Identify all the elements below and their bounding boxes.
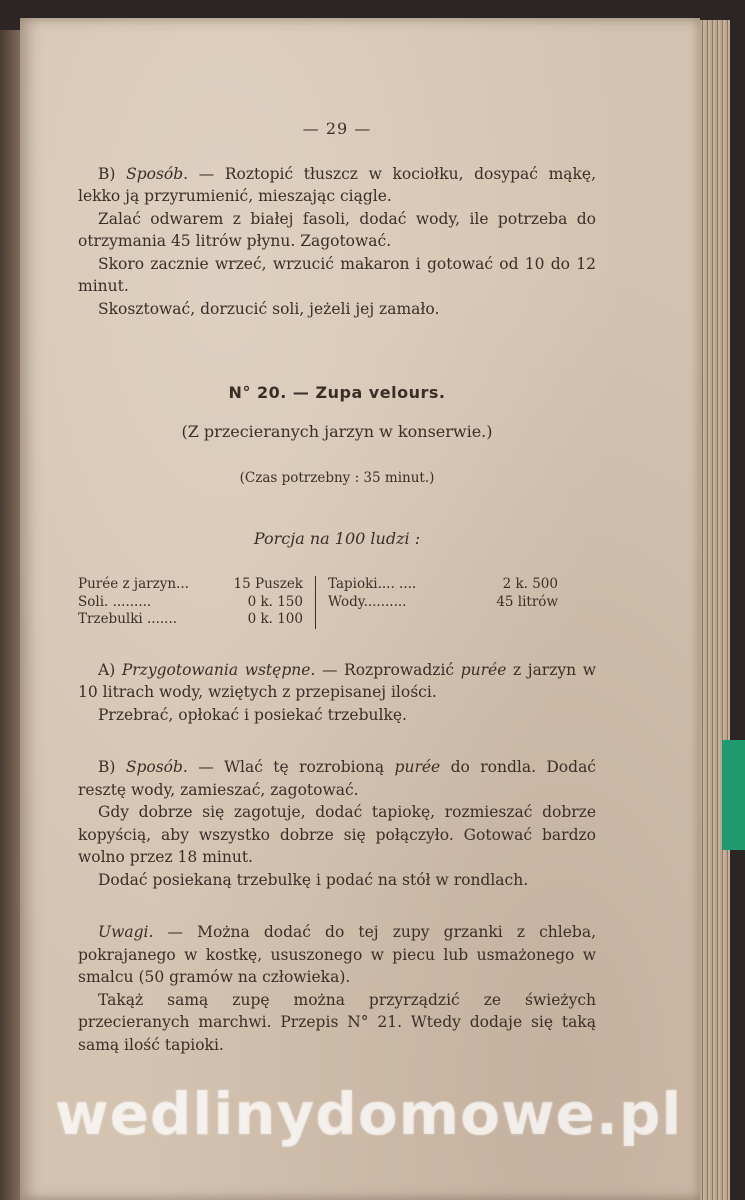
ingredient-qty: 15 Puszek bbox=[233, 576, 303, 592]
paragraph-text: — Wlać tę rozrobioną bbox=[187, 758, 395, 776]
ingredient-name: Soli. ......... bbox=[78, 593, 152, 610]
paragraph: Zalać odwarem z białej fasoli, dodać wody, ile potrzeba do otrzymania 45 litrów płynu. Zagotować. bbox=[78, 209, 596, 250]
paragraph-text-italic: purée bbox=[460, 660, 507, 679]
paragraph: Skoro zacznie wrzeć, wrzucić makaron i gotować od 10 do 12 minut. bbox=[78, 254, 596, 295]
recipe-title: N° 20. — Zupa velours. bbox=[228, 383, 446, 402]
section-label-italic: Sposób. bbox=[125, 758, 188, 776]
recipe-portion: Porcja na 100 ludzi : bbox=[253, 528, 421, 548]
ingredient-qty: 45 litrów bbox=[496, 593, 558, 610]
ingredient-row bbox=[78, 611, 303, 629]
paragraph: Takąż samą zupę można przyrządzić ze świeżych przecieranych marchwi. Przepis N° 21. Wtedy dodaje się taką samą ilość tapioki. bbox=[78, 990, 596, 1054]
paragraph: Przebrać, opłokać i posiekać trzebulkę. bbox=[98, 705, 407, 724]
ingredients-table bbox=[78, 576, 596, 629]
paragraph-text: z jarzyn w 10 litrach wody, wziętych z przepisanej ilości. bbox=[78, 660, 596, 701]
section-label-italic: Sposób. bbox=[126, 164, 189, 183]
section-a bbox=[78, 659, 596, 727]
paragraph-text: — Roztopić tłuszcz w kociołku, dosypać mąkę, lekko ją przyrumienić, mieszając ciągle. bbox=[78, 164, 596, 205]
section-b-top bbox=[78, 163, 596, 321]
ingredient-name: Tapioki.... .... bbox=[328, 576, 417, 592]
section-label-italic: Przygotowania wstępne. bbox=[121, 660, 316, 679]
paragraph bbox=[78, 163, 596, 208]
ingredient-row bbox=[78, 594, 303, 612]
ingredient-qty: 2 k. 500 bbox=[502, 576, 558, 592]
section-label: B) bbox=[98, 164, 127, 183]
page-content bbox=[78, 118, 596, 1056]
paragraph-text: do rondla. Dodać resztę wody, zamieszać, zagotować. bbox=[78, 758, 596, 799]
ingredient-name: Wody.......... bbox=[328, 593, 407, 610]
paragraph-text-italic: purée bbox=[394, 758, 441, 776]
section-label: A) bbox=[98, 660, 122, 679]
bookmark-ribbon bbox=[722, 740, 745, 850]
paragraph bbox=[78, 756, 596, 801]
recipe-time: (Czas potrzebny : 35 minut.) bbox=[239, 470, 435, 486]
paragraph-text: — Rozprowadzić bbox=[315, 660, 461, 679]
paragraph: Dodać posiekaną trzebulkę i podać na stół w rondlach. bbox=[98, 870, 529, 889]
book-page bbox=[20, 18, 700, 1200]
ingredient-qty: 0 k. 100 bbox=[247, 611, 303, 627]
ingredient-qty: 0 k. 150 bbox=[247, 593, 303, 610]
ingredient-row bbox=[328, 594, 558, 612]
ingredient-row bbox=[78, 576, 303, 594]
page-number: — 29 — bbox=[302, 119, 372, 138]
ingredients-left-column bbox=[78, 576, 316, 629]
watermark: wedlinydomowe.pl bbox=[55, 1080, 683, 1148]
notes-section bbox=[78, 921, 596, 1056]
paragraph bbox=[78, 921, 596, 989]
recipe-subtitle: (Z przecieranych jarzyn w konserwie.) bbox=[181, 421, 493, 441]
paragraph: Gdy dobrze się zagotuje, dodać tapiokę, rozmieszać dobrze kopyścią, aby wszystko dobrze się połączyło. Gotować bardzo wolno przez 18 minut. bbox=[78, 803, 596, 866]
ingredients-right-column bbox=[316, 576, 570, 629]
paragraph: Skosztować, dorzucić soli, jeżeli jej zamało. bbox=[98, 299, 440, 318]
section-label: B) bbox=[98, 758, 126, 776]
section-b bbox=[78, 756, 596, 891]
ingredient-name: Trzebulki ....... bbox=[78, 611, 178, 627]
paragraph-text: — Można dodać do tej zupy grzanki z chleba, pokrajanego w kostkę, ususzonego w piecu lub usmażonego w smalcu (50 gramów na człowieka). bbox=[78, 923, 596, 986]
notes-label: Uwagi. bbox=[98, 923, 154, 941]
paragraph bbox=[78, 659, 596, 704]
ingredient-name: Purée z jarzyn... bbox=[78, 576, 189, 592]
ingredient-row bbox=[328, 576, 558, 594]
